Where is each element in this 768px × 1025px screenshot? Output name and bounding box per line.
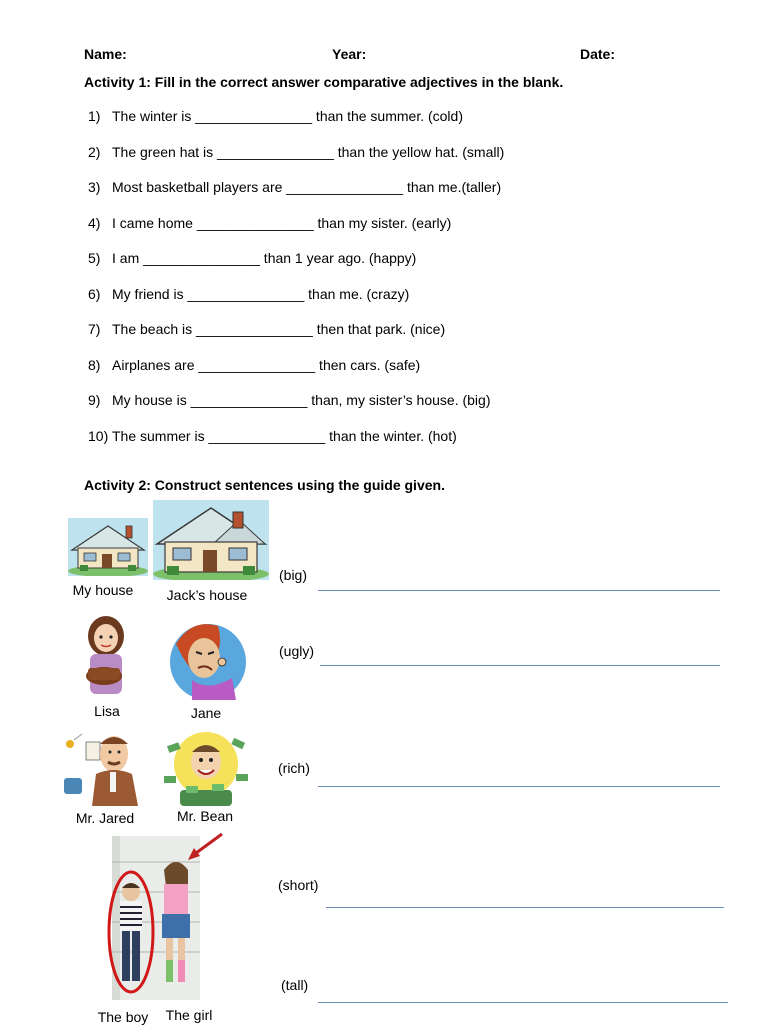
exercise-item: 3) Most basketball players are _______________ than me.(taller) <box>88 179 502 195</box>
caption-lisa: Lisa <box>94 703 120 719</box>
mr-bean-illustration <box>160 730 252 810</box>
answer-line[interactable] <box>320 665 720 666</box>
caption-mr-bean: Mr. Bean <box>176 808 234 824</box>
caption-mr-jared: Mr. Jared <box>75 810 135 826</box>
year-label: Year: <box>332 46 367 62</box>
cue-ugly: (ugly) <box>279 643 315 659</box>
exercise-item: 1) The winter is _______________ than the summer. (cold) <box>88 108 463 124</box>
activity1-title: Activity 1: Fill in the correct answer comparative adjectives in the blank. <box>84 74 564 90</box>
exercise-item: 7) The beach is _______________ then that park. (nice) <box>88 321 446 337</box>
cue-short: (short) <box>278 877 319 893</box>
exercise-item: 9) My house is _______________ than, my sister’s house. (big) <box>88 392 491 408</box>
exercise-item: 2) The green hat is _______________ than the yellow hat. (small) <box>88 144 505 160</box>
name-label: Name: <box>84 46 127 62</box>
answer-line[interactable] <box>318 1002 728 1003</box>
cue-tall: (tall) <box>281 977 309 993</box>
cue-rich: (rich) <box>278 760 310 776</box>
children-height-photo <box>104 832 224 1002</box>
caption-jane: Jane <box>190 705 222 721</box>
caption-the-boy: The boy <box>97 1009 149 1025</box>
activity2-title: Activity 2: Construct sentences using the guide given. <box>84 477 445 493</box>
date-label: Date: <box>580 46 616 62</box>
large-house-illustration <box>153 500 269 580</box>
caption-jacks-house: Jack’s house <box>166 587 248 603</box>
answer-line[interactable] <box>326 907 724 908</box>
exercise-item: 10) The summer is _______________ than the winter. (hot) <box>88 428 457 444</box>
jane-illustration <box>162 614 250 704</box>
mr-jared-illustration <box>52 730 140 806</box>
caption-my-house: My house <box>72 582 134 598</box>
exercise-item: 8) Airplanes are _______________ then cars. (safe) <box>88 357 421 373</box>
cue-big: (big) <box>279 567 308 583</box>
small-house-illustration <box>68 518 148 576</box>
exercise-item: 4) I came home _______________ than my sister. (early) <box>88 215 452 231</box>
caption-the-girl: The girl <box>165 1007 213 1023</box>
answer-line[interactable] <box>318 786 720 787</box>
lisa-illustration <box>72 612 136 700</box>
exercise-item: 5) I am _______________ than 1 year ago. (happy) <box>88 250 417 266</box>
exercise-item: 6) My friend is _______________ than me. (crazy) <box>88 286 410 302</box>
answer-line[interactable] <box>318 590 720 591</box>
